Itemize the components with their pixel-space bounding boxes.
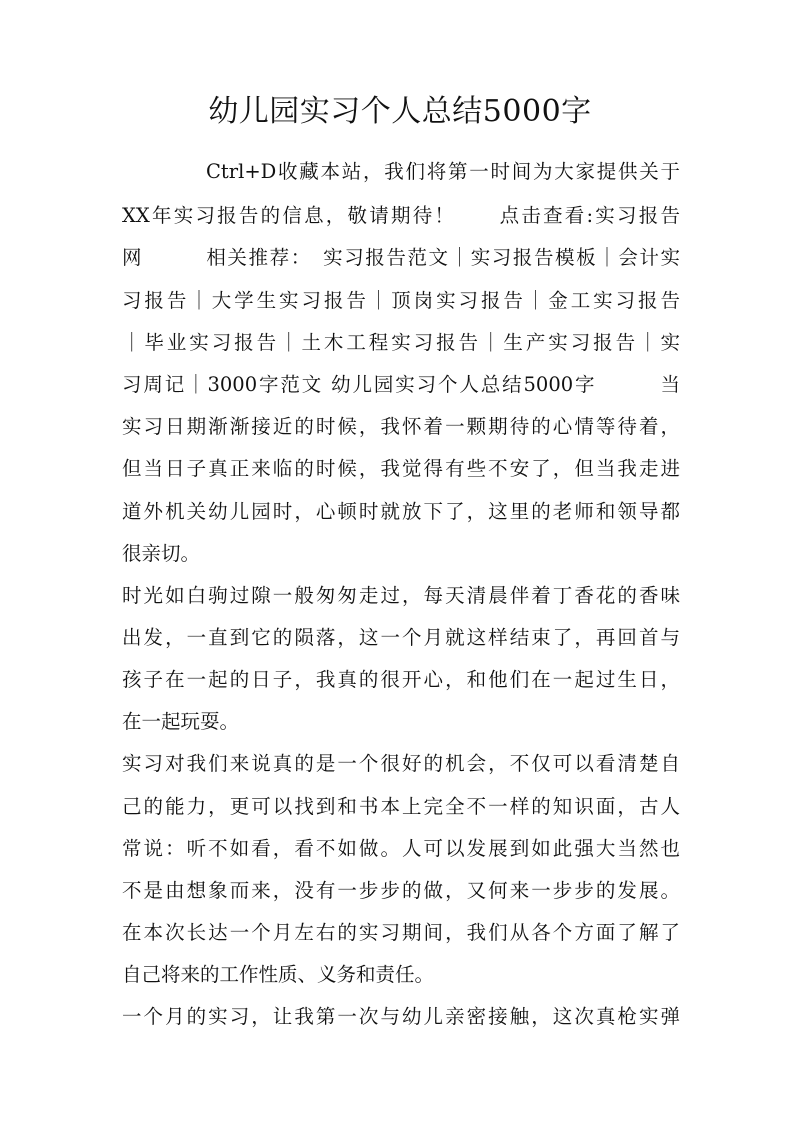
text-line: 习报告｜大学生实习报告｜顶岗实习报告｜金工实习报告 [122,289,680,312]
text-line: 一个月的实习，让我第一次与幼儿亲密接触，这次真枪实弹 [122,1005,680,1028]
text-line: 很亲切。 [122,542,201,565]
text-line: 网 相关推荐： 实习报告范文｜实习报告模板｜会计实 [122,246,680,269]
text-line: 出发，一直到它的陨落，这一个月就这样结束了，再回首与 [122,626,680,649]
text-line: 但当日子真正来临的时候，我觉得有些不安了，但当我走进 [122,457,680,480]
text-line: 在一起玩耍。 [122,710,240,733]
text-line: XX年实习报告的信息，敬请期待！ 点击查看:实习报告 [122,204,680,227]
text-line: 己的能力，更可以找到和书本上完全不一样的知识面，古人 [122,795,680,818]
text-line: 自己将来的工作性质、义务和责任。 [122,963,435,986]
text-line: 不是由想象而来，没有一步步的做，又何来一步步的发展。 [122,879,680,902]
text-line: 在本次长达一个月左右的实习期间，我们从各个方面了解了 [122,921,680,944]
text-line: 道外机关幼儿园时，心顿时就放下了，这里的老师和领导都 [122,500,680,523]
text-line: 实习对我们来说真的是一个很好的机会，不仅可以看清楚自 [122,752,680,775]
text-line: Ctrl+D收藏本站，我们将第一时间为大家提供关于 [206,160,680,183]
document-title: 幼儿园实习个人总结5000字 [208,94,592,129]
text-line: 常说：听不如看，看不如做。人可以发展到如此强大当然也 [122,837,680,860]
text-line: 孩子在一起的日子，我真的很开心，和他们在一起过生日， [122,668,680,691]
text-line: 时光如白驹过隙一般匆匆走过，每天清晨伴着丁香花的香味 [122,584,680,607]
text-line: ｜毕业实习报告｜土木工程实习报告｜生产实习报告｜实 [122,331,680,354]
text-line: 习周记｜3000字范文 幼儿园实习个人总结5000字 当 [122,373,680,396]
text-line: 实习日期渐渐接近的时候，我怀着一颗期待的心情等待着， [122,415,680,438]
